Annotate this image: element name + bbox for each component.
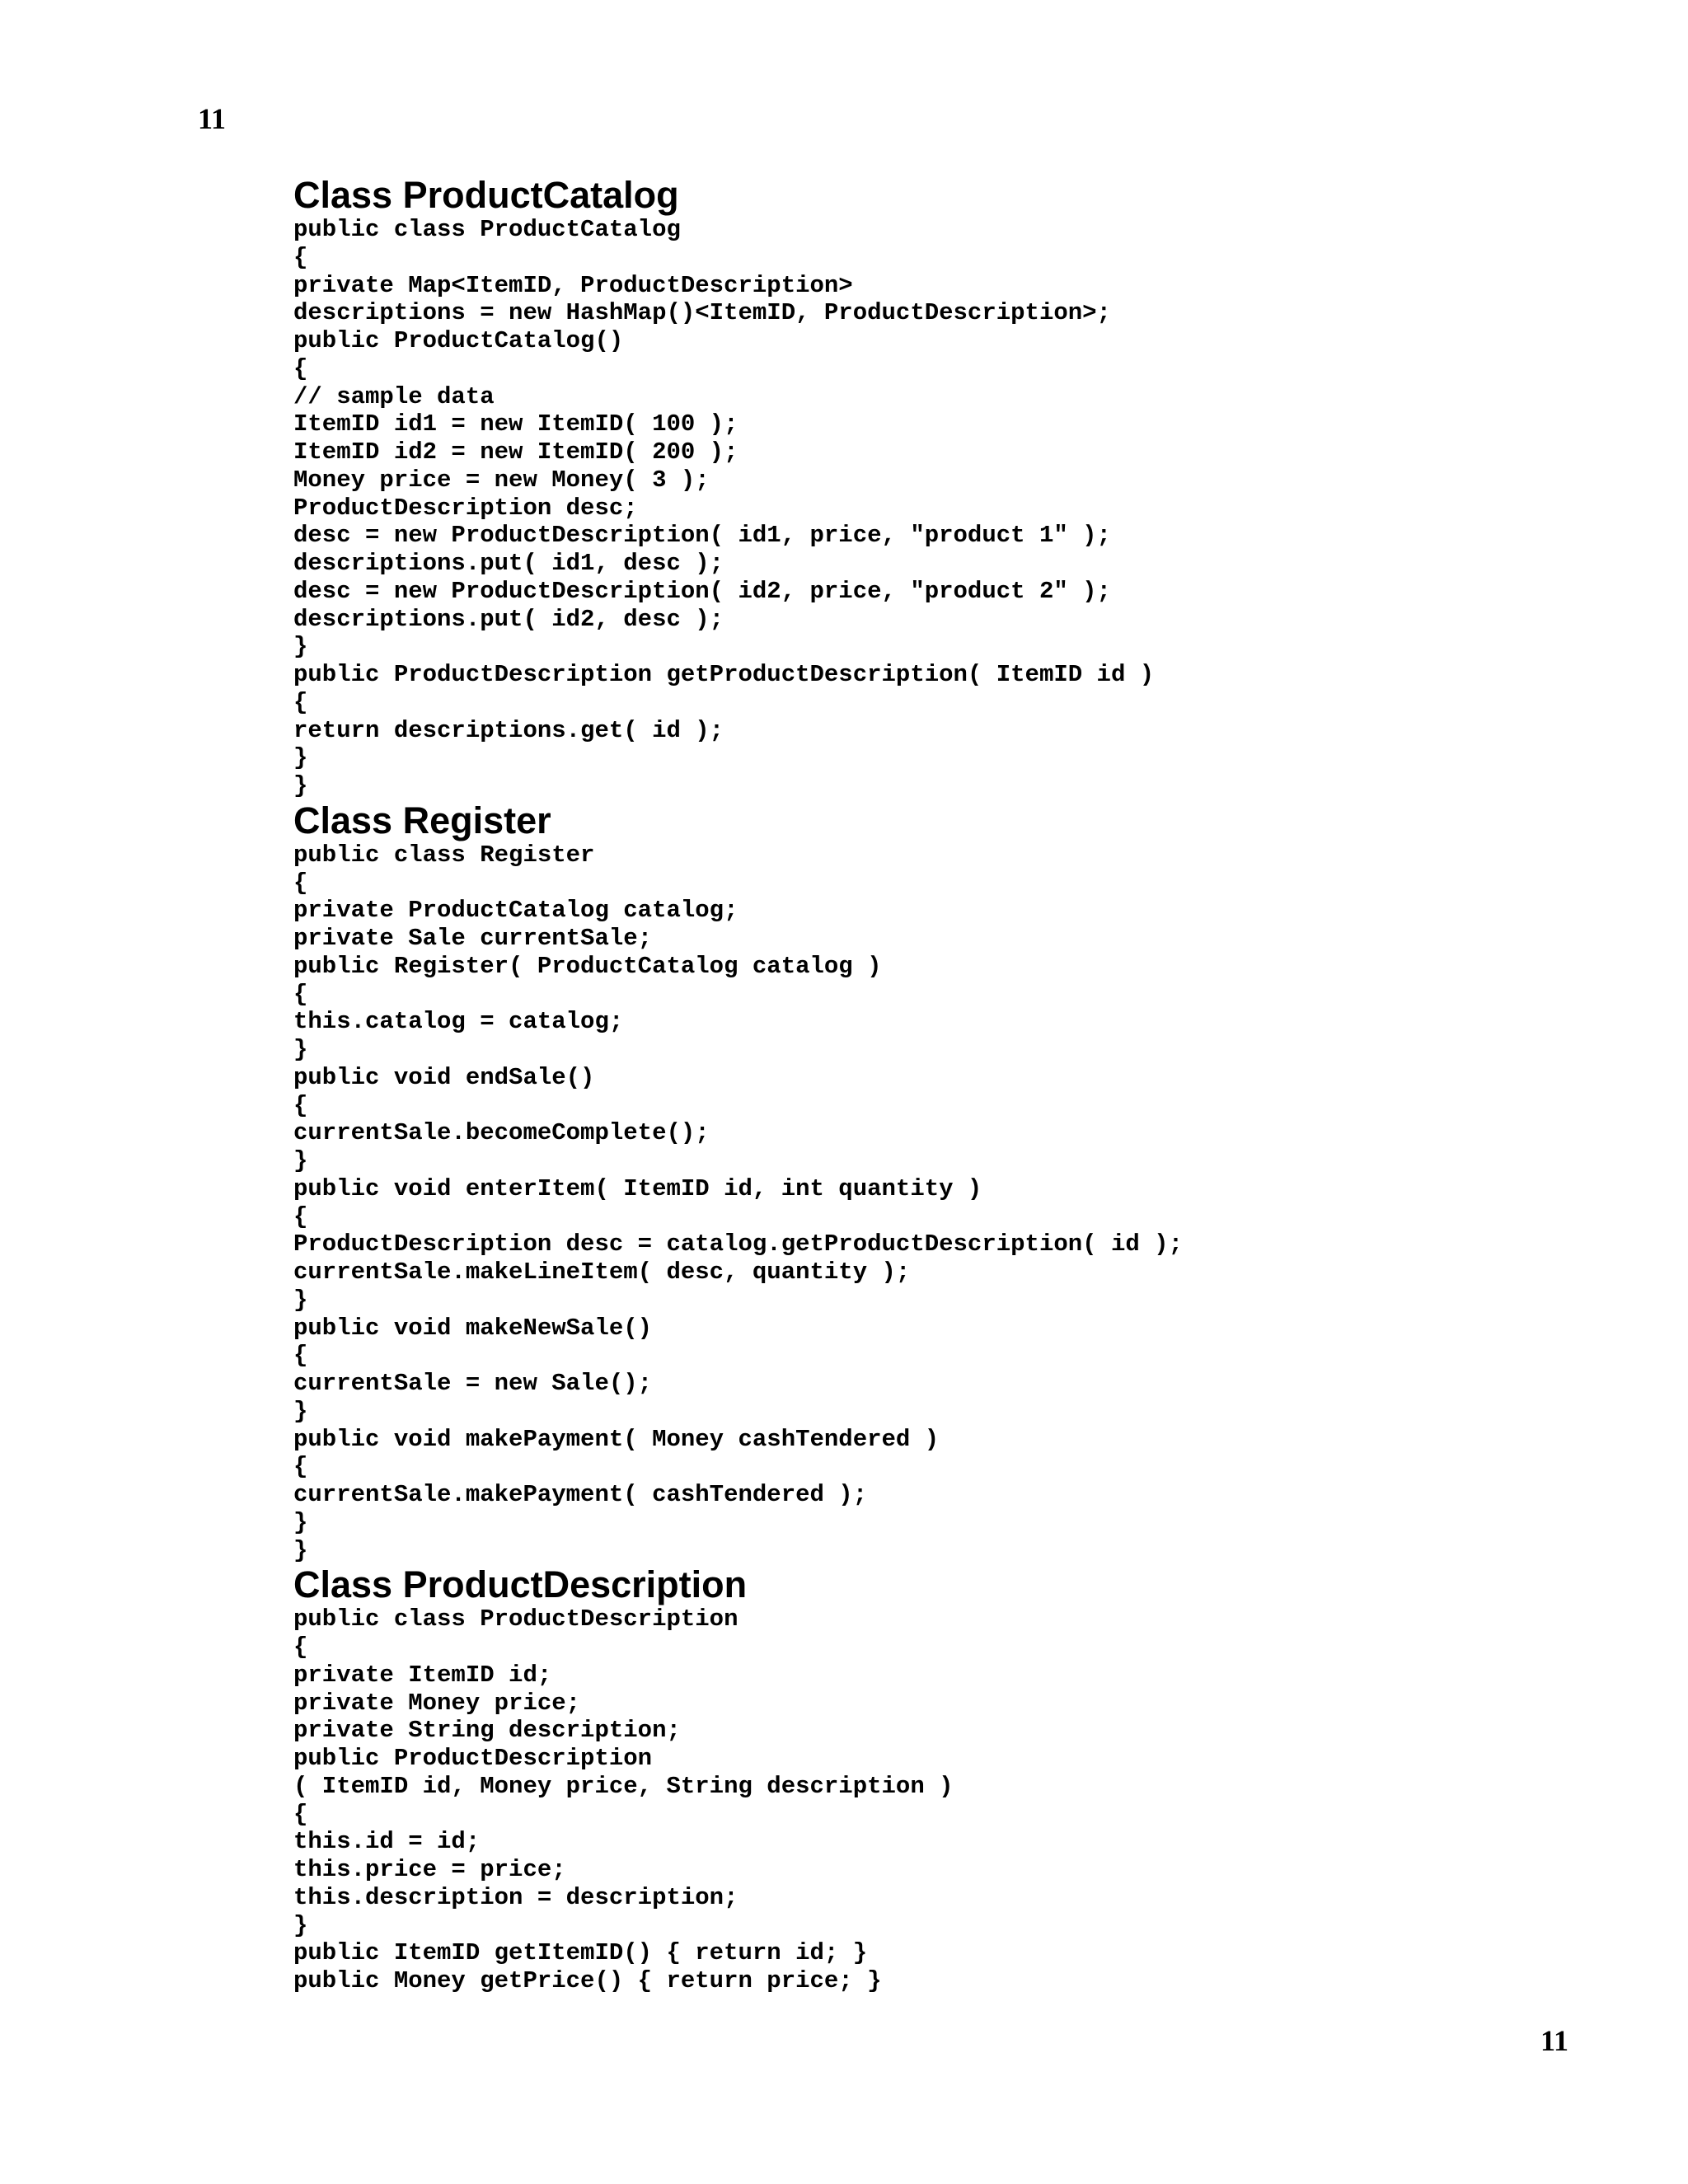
code-line: private ProductCatalog catalog; xyxy=(293,897,738,925)
code-line: } xyxy=(293,1397,308,1425)
code-line: desc = new ProductDescription( id1, price, "product 1" ); xyxy=(293,522,1111,550)
code-line: ItemID id2 = new ItemID( 200 ); xyxy=(293,438,738,466)
code-line: public class Register xyxy=(293,841,595,869)
code-line: this.price = price; xyxy=(293,1856,566,1883)
code-line: public ProductCatalog() xyxy=(293,327,624,354)
code-line: } xyxy=(293,1036,308,1063)
code-line: public Register( ProductCatalog catalog ) xyxy=(293,952,882,980)
code-line: { xyxy=(293,243,308,271)
code-line: currentSale = new Sale(); xyxy=(293,1370,653,1397)
section-product-catalog xyxy=(293,175,1579,800)
code-line: } xyxy=(293,1508,308,1536)
code-line: currentSale.makeLineItem( desc, quantity ); xyxy=(293,1258,911,1286)
code-line: ( ItemID id, Money price, String description ) xyxy=(293,1772,954,1800)
code-line: public ProductDescription xyxy=(293,1745,653,1772)
code-line: private Sale currentSale; xyxy=(293,925,653,952)
code-line: public ProductDescription getProductDescription( ItemID id ) xyxy=(293,661,1155,688)
code-line: return descriptions.get( id ); xyxy=(293,716,724,744)
code-line: private ItemID id; xyxy=(293,1661,552,1689)
code-line: public class ProductDescription xyxy=(293,1605,738,1633)
code-line: descriptions.put( id2, desc ); xyxy=(293,605,724,633)
code-line: { xyxy=(293,980,308,1008)
code-line: { xyxy=(293,1091,308,1119)
code-line: private Money price; xyxy=(293,1689,581,1717)
code-block-product-catalog xyxy=(293,216,1579,800)
code-line: { xyxy=(293,1202,308,1230)
code-line: this.description = description; xyxy=(293,1883,738,1911)
code-line: } xyxy=(293,633,308,661)
code-line: } xyxy=(293,772,308,799)
code-line: ProductDescription desc = catalog.getProductDescription( id ); xyxy=(293,1230,1183,1258)
section-product-description xyxy=(293,1564,1579,1995)
code-line: Money price = new Money( 3 ); xyxy=(293,466,710,494)
class-title-product-description: Class ProductDescription xyxy=(293,1563,748,1606)
section-register xyxy=(293,800,1579,1565)
class-title-product-catalog: Class ProductCatalog xyxy=(293,174,679,216)
code-line: { xyxy=(293,1342,308,1370)
code-line: public void endSale() xyxy=(293,1063,595,1091)
page-number-top: 11 xyxy=(198,102,227,135)
code-line: { xyxy=(293,1633,308,1661)
class-title-register: Class Register xyxy=(293,799,551,841)
code-line: desc = new ProductDescription( id2, price, "product 2" ); xyxy=(293,577,1111,605)
code-line: ItemID id1 = new ItemID( 100 ); xyxy=(293,410,738,438)
code-line: } xyxy=(293,1911,308,1939)
code-line: { xyxy=(293,1453,308,1481)
code-line: } xyxy=(293,1286,308,1314)
page-number-bottom: 11 xyxy=(1540,2024,1568,2057)
code-line: public void makePayment( Money cashTendered ) xyxy=(293,1425,940,1453)
code-line: { xyxy=(293,688,308,716)
code-line: this.id = id; xyxy=(293,1828,481,1856)
code-block-product-description xyxy=(293,1605,1579,1995)
code-line: private String description; xyxy=(293,1717,681,1745)
code-line: private Map<ItemID, ProductDescription> xyxy=(293,271,853,299)
code-line: } xyxy=(293,744,308,772)
code-line: public ItemID getItemID() { return id; } xyxy=(293,1939,868,1967)
code-line: public void makeNewSale() xyxy=(293,1314,653,1342)
code-line: currentSale.becomeComplete(); xyxy=(293,1119,710,1147)
code-line: { xyxy=(293,354,308,382)
document-body xyxy=(293,175,1579,1995)
code-line: descriptions = new HashMap()<ItemID, ProductDescription>; xyxy=(293,299,1111,327)
code-line: { xyxy=(293,1800,308,1828)
code-line: this.catalog = catalog; xyxy=(293,1008,624,1036)
code-line: public class ProductCatalog xyxy=(293,216,681,243)
code-line: descriptions.put( id1, desc ); xyxy=(293,550,724,577)
code-line: ProductDescription desc; xyxy=(293,494,638,522)
code-line: // sample data xyxy=(293,382,495,410)
code-line: public void enterItem( ItemID id, int quantity ) xyxy=(293,1174,982,1202)
code-line: { xyxy=(293,869,308,897)
code-line: } xyxy=(293,1147,308,1174)
code-block-register xyxy=(293,841,1579,1565)
code-line: currentSale.makePayment( cashTendered ); xyxy=(293,1481,868,1508)
code-line: public Money getPrice() { return price; } xyxy=(293,1967,882,1994)
code-line: } xyxy=(293,1536,308,1564)
